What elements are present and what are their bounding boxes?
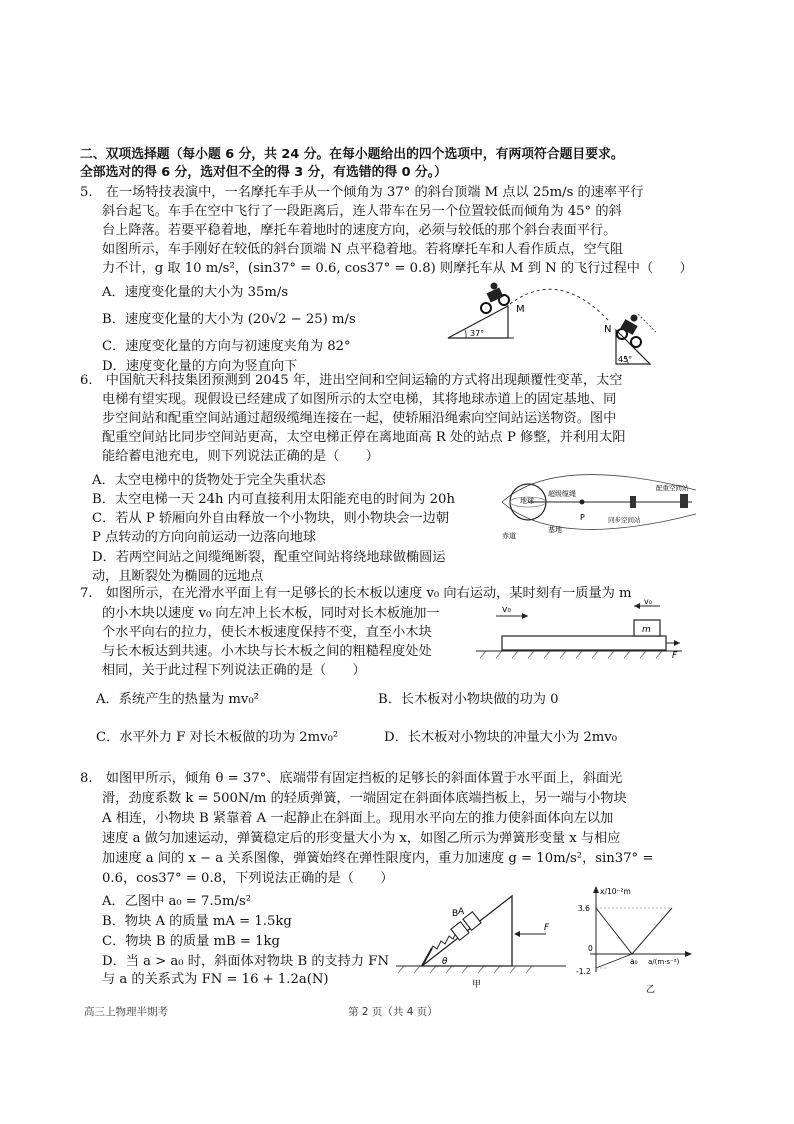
footer-page-number: 第 2 页（共 4 页） <box>348 1006 438 1018</box>
q6-option-d: D．若两空间站之间缆绳断裂，配重空间站将绕地球做椭圆运 <box>92 550 446 565</box>
base-label: 基地 <box>548 526 562 534</box>
section-heading-line-2: 全部选对的得 6 分，选对但不全的得 3 分，有选错的得 0 分。） <box>80 165 447 180</box>
q6-option-d-continued: 动，且断裂处为椭圆的远地点 <box>92 569 264 584</box>
q7-option-b: B．长木板对小物块做的功为 0 <box>378 692 559 707</box>
board-block-figure <box>476 596 682 666</box>
q5-option-d: D．速度变化量的方向为竖直向下 <box>102 359 298 374</box>
y-axis-label: x/10⁻²m <box>600 887 631 896</box>
q8-line: A 相连，小物块 B 紧靠着 A 一起静止在斜面上。现用水平向左的推力使斜面体向左以加 <box>102 811 614 826</box>
q5-line: 如图所示，车手刚好在较低的斜台顶端 N 点平稳着地。若将摩托车和人看作质点，空气阻 <box>102 242 624 257</box>
q5-line: 斜台起飞。车手在空中飞行了一段距离后，连人带车在另一个位置较低而倾角为 45° 的斜 <box>102 204 622 219</box>
q8-option-c: C．物块 B 的质量 mB = 1kg <box>102 934 280 949</box>
q6-option-a: A．太空电梯中的货物处于完全失重状态 <box>92 473 326 488</box>
force-f-label: F <box>544 923 550 933</box>
q6-option-c: C．若从 P 轿厢向外自由释放一个小物块，则小物块会一边朝 <box>92 511 450 526</box>
q8-option-d-continued: 与 a 的关系式为 FN = 16 + 1.2a(N) <box>102 972 329 987</box>
counterweight-label: 配重空间站 <box>656 484 689 492</box>
equator-label: 赤道 <box>502 532 516 540</box>
angle-37-label: 37° <box>470 329 485 338</box>
q8-line: 滑，劲度系数 k = 500N/m 的轻质弹簧，一端固定在斜面体底端挡板上，另一端与小物块 <box>102 791 627 806</box>
block-b <box>463 912 481 930</box>
y-value-neg-1-2: -1.2 <box>576 967 591 976</box>
footer-exam-name: 高三上物理半期考 <box>84 1006 168 1018</box>
q5-option-a: A．速度变化量的大小为 35m/s <box>102 285 289 300</box>
q8-line: 0.6，cos37° = 0.8，下列说法正确的是（ ） <box>102 871 394 886</box>
theta-label: θ <box>442 957 448 967</box>
x-axis-label: a/(m·s⁻²) <box>648 958 680 966</box>
earth-label: 地球 <box>520 497 534 505</box>
origin-label: 0 <box>588 944 593 953</box>
section-heading-line-1: 二、双项选择题（每小题 6 分，共 24 分。在每小题给出的四个选项中，有两项符合题目要求。 <box>80 147 624 162</box>
point-n-label: N <box>604 324 612 335</box>
q6-option-c-continued: P 点转动的方向向前运动一边落向地球 <box>92 530 317 545</box>
q8-line: 速度 a 做匀加速运动，弹簧稳定后的形变量大小为 x，如图乙所示为弹簧形变量 x 与相应 <box>102 831 621 846</box>
sync-station-label: 同步空间站 <box>608 516 641 524</box>
q5-line: 力不计，g 取 10 m/s²，(sin37° = 0.6, cos37° = 0.8) 则摩托车从 M 到 N 的飞行过程中（ ） <box>102 261 693 276</box>
angle-45-label: 45° <box>618 355 633 364</box>
q6-line: 6. 中国航天科技集团预测到 2045 年，进出空间和空间运输的方式将出现颠覆性变革，太空 <box>80 373 623 388</box>
orbit-arc <box>502 502 696 529</box>
board-velocity-label: v₀ <box>502 605 511 615</box>
trajectory-path <box>510 289 608 320</box>
space-elevator-figure <box>496 462 700 544</box>
point-m-label: M <box>516 304 525 315</box>
negative-branch <box>596 954 632 968</box>
long-board <box>502 636 666 650</box>
x-a-graph <box>576 884 694 996</box>
q8-option-a: A．乙图中 a₀ = 7.5m/s² <box>102 894 252 909</box>
q6-line: 步空间站和配重空间站通过超级缆绳连接在一起，使轿厢沿绳索向空间站运送物资。图中 <box>102 411 617 426</box>
q5-option-b: B．速度变化量的大小为 (20√2 − 25) m/s <box>102 312 356 327</box>
q7-line: 与长木板达到共速。小木块与长木板之间的粗糙程度处处 <box>102 644 432 659</box>
block-a-label: A <box>458 907 465 917</box>
q7-option-a: A．系统产生的热量为 mv₀² <box>96 692 259 707</box>
block-velocity-label: v₀ <box>644 597 652 606</box>
q8-option-d: D．当 a > a₀ 时，斜面体对物块 B 的支持力 FN <box>102 954 389 969</box>
incline-spring-figure <box>396 884 568 990</box>
q7-option-d: D．长木板对小物块的冲量大小为 2mv₀ <box>384 730 618 745</box>
motorcycle-icon <box>617 315 641 348</box>
q6-line: 电梯有望实现。现假设已经建成了如图所示的太空电梯，其将地球赤道上的固定基地、同 <box>102 392 617 407</box>
force-f-label: F <box>672 651 678 661</box>
p-label: P <box>580 513 585 522</box>
q7-line: 相同，关于此过程下列说法正确的是（ ） <box>102 663 366 678</box>
q7-line: 的小木块以速度 v₀ 向左冲上长木板，同时对长木板施加一 <box>102 606 440 621</box>
q7-line: 个水平向右的拉力，使长木板速度保持不变，直至小木块 <box>102 625 432 640</box>
q5-line: 5. 在一场特技表演中，一名摩托车手从一个倾角为 37° 的斜台顶端 M 点以 25m/s 的速率平行 <box>80 185 644 200</box>
a0-label: a₀ <box>630 957 638 966</box>
q8-line: 8. 如图甲所示，倾角 θ = 37°、底端带有固定挡板的足够长的斜面体置于水平面上，斜面光 <box>80 771 623 786</box>
cable-label: 超级缆绳 <box>548 490 576 498</box>
figure-jia-label: 甲 <box>472 980 482 990</box>
q5-ramp-figure <box>438 278 664 370</box>
x-a-line <box>596 908 672 954</box>
station-p-dot <box>580 500 585 505</box>
q6-line: 配重空间站比同步空间站更高，太空电梯正停在离地面高 R 处的站点 P 修整，并利用太阳 <box>102 430 626 445</box>
q5-line: 台上降落。若要平稳着地，摩托车着地时的速度方向，必须与较低的那个斜台表面平行。 <box>102 223 617 238</box>
q7-line: 7. 如图所示，在光滑水平面上有一足够长的长木板以速度 v₀ 向右运动，某时刻有一质量为 m <box>80 586 632 601</box>
sync-station-icon <box>630 496 636 508</box>
q8-line: 加速度 a 间的 x − a 关系图像，弹簧始终在弹性限度内，重力加速度 g = 10m/s²，sin37° = <box>102 851 654 866</box>
q6-option-b: B．太空电梯一天 24h 内可直接利用太阳能充电的时间为 20h <box>92 492 455 507</box>
q6-line: 能给蓄电池充电，则下列说法正确的是（ ） <box>102 449 379 464</box>
motorcycle-icon <box>481 283 509 314</box>
q7-option-c: C．水平外力 F 对长木板做的功为 2mv₀² <box>96 730 339 745</box>
y-value-3-6: 3.6 <box>578 904 590 913</box>
q5-option-c: C．速度变化量的方向与初速度夹角为 82° <box>102 339 351 354</box>
counterweight-station-icon <box>680 494 688 508</box>
block-b-label: B <box>452 909 459 919</box>
figure-yi-label: 乙 <box>646 985 656 995</box>
q8-option-b: B．物块 A 的质量 mA = 1.5kg <box>102 914 292 929</box>
block-mass-label: m <box>642 625 651 635</box>
